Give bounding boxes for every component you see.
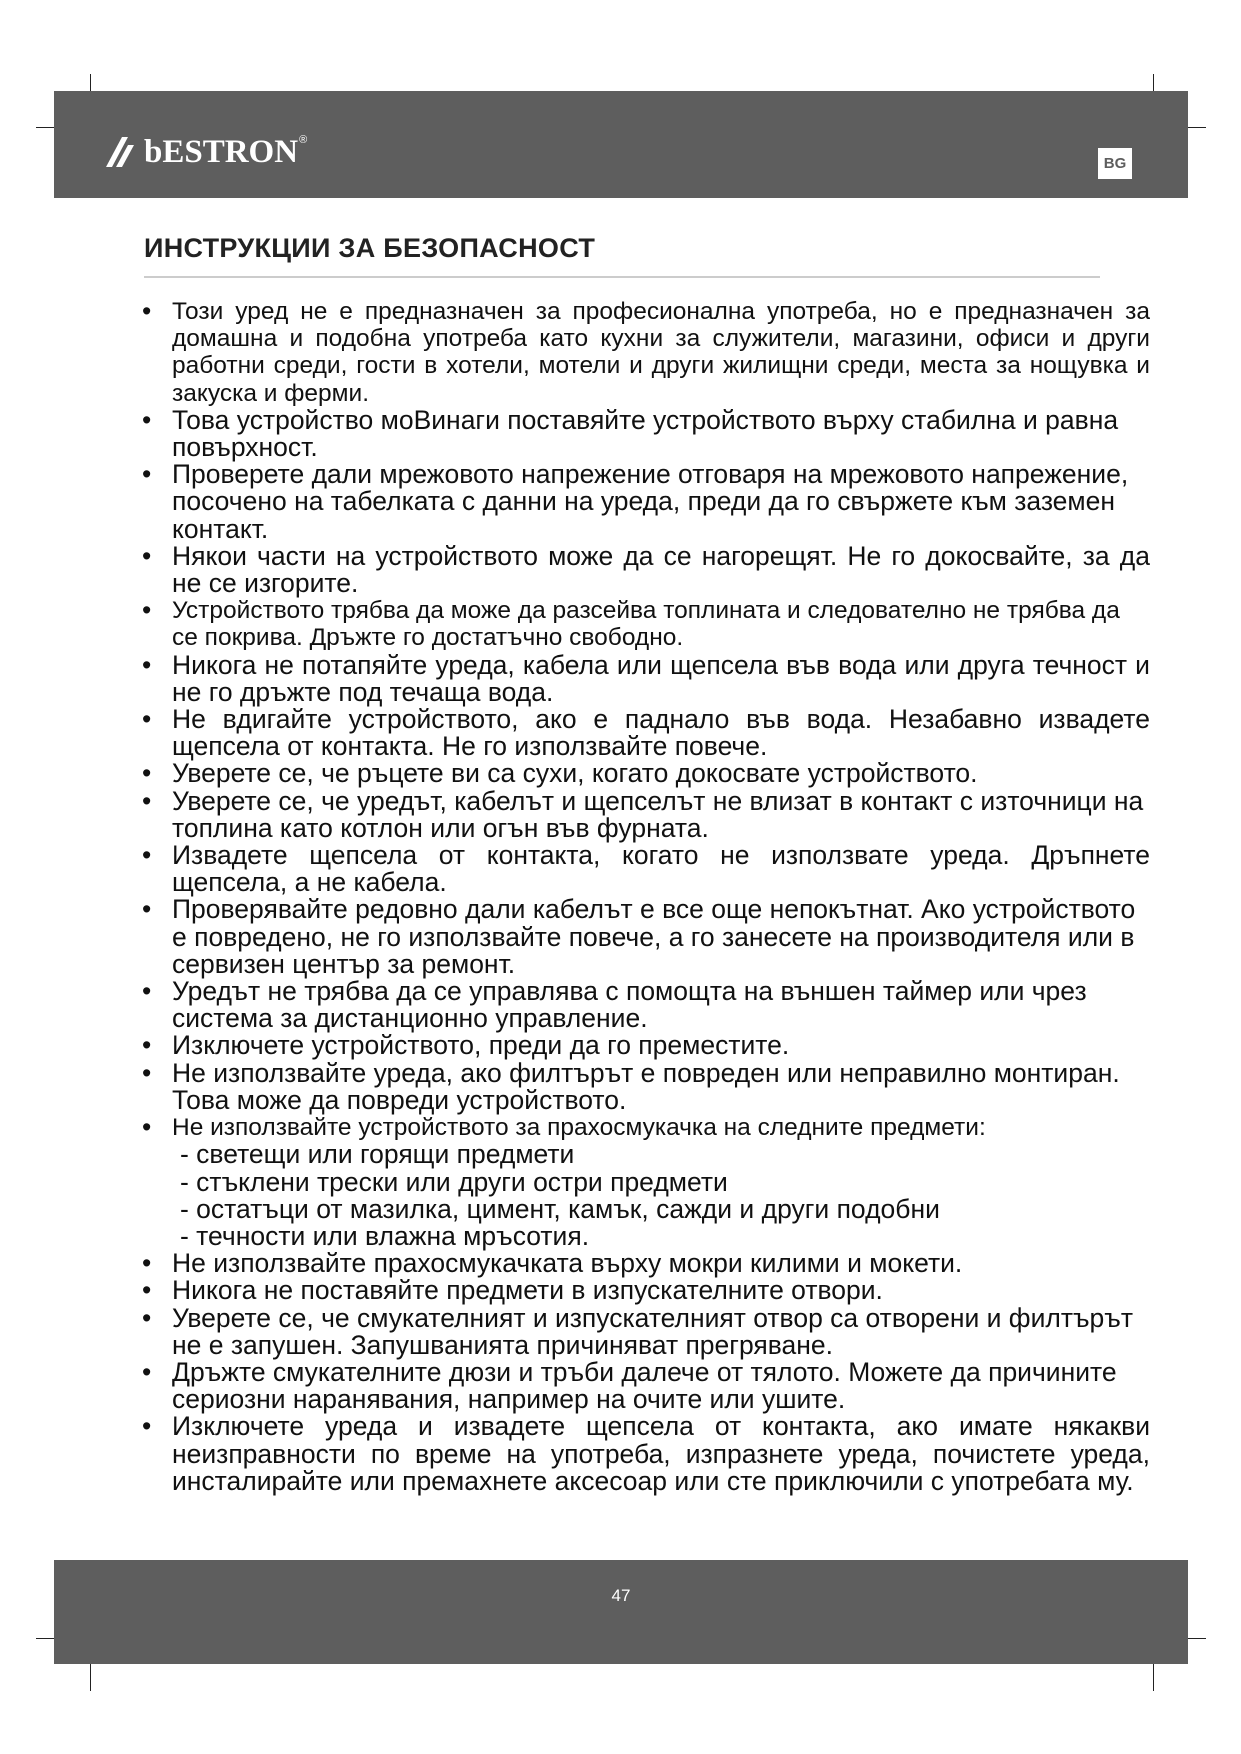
bullet: • — [142, 649, 152, 680]
bullet: • — [142, 1302, 152, 1333]
bullet: • — [142, 894, 152, 925]
safety-instructions-list — [140, 298, 1150, 1495]
bullet: • — [142, 1112, 152, 1143]
sub-list-item: - стъклени трески или други остри предмети — [180, 1166, 728, 1197]
list-item: • Изключете уреда и извадете щепсела от контакта, ако имате някакви неизправности по време на употреба, изпразнете уреда, почистете уреда, инсталирайте или премахнете аксесоар или сте приключили с употребата му. — [142, 1411, 1150, 1496]
bullet: • — [142, 758, 152, 789]
language-badge: BG — [1098, 148, 1132, 179]
list-item: • Уверете се, че ръцете ви са сухи, когато докосвате устройството. — [142, 758, 978, 789]
brand-logo — [104, 133, 307, 171]
page-title: ИНСТРУКЦИИ ЗА БЕЗОПАСНОСТ — [144, 233, 596, 263]
bullet: • — [142, 976, 152, 1007]
list-item: • Уредът не трябва да се управлява с помощта на външен таймер или чрез система за дистанционно управление. — [142, 976, 1087, 1034]
list-item: • Не вдигайте устройството, ако е паднало във вода. Незабавно извадете щепсела от контакта. Не го използвайте повече. — [142, 704, 1150, 762]
brand-chevron-icon — [104, 133, 136, 171]
bullet: • — [142, 1275, 152, 1306]
list-item: • Не използвайте прахосмукачката върху мокри килими и мокети. — [142, 1248, 963, 1279]
list-item: • Устройството трябва да може да разсейва топлината и следователно не трябва да се покрива. Дръжте го достатъчно свободно. — [142, 595, 1120, 652]
list-item: • Проверявайте редовно дали кабелът е все още непокътнат. Ако устройството е повредено, не го използвайте повече, а го занесете на производителя или в сервизен център за ремонт. — [142, 894, 1136, 979]
list-item: • Някои части на устройството може да се нагорещят. Не го докосвайте, за да не се изгорите. — [142, 540, 1150, 599]
header-band — [54, 91, 1188, 198]
brand-wordmark: bESTRON — [144, 133, 299, 170]
bullet: • — [142, 595, 152, 626]
bullet: • — [142, 1057, 152, 1088]
page-number: 47 — [611, 1586, 631, 1605]
list-item: • Извадете щепсела от контакта, когато не използвате уреда. Дръпнете щепсела, а не кабела. — [142, 840, 1150, 898]
list-item: • Уверете се, че уредът, кабелът и щепселът не влизат в контакт с източници на топлина като котлон или огън във фурната. — [142, 785, 1144, 843]
bullet: • — [142, 1411, 152, 1442]
bullet: • — [142, 540, 152, 571]
sub-list-item: - течности или влажна мръсотия. — [180, 1220, 590, 1251]
bullet: • — [142, 840, 152, 871]
bullet: • — [142, 1248, 152, 1279]
list-item: • Уверете се, че смукателният и изпускателният отвор са отворени и филтърът не е запушен. Запушванията причиняват прегряване. — [142, 1302, 1133, 1360]
list-item: • Дръжте смукателните дюзи и тръби далече от тялото. Можете да причините сериозни наранявания, например на очите или ушите. — [142, 1356, 1117, 1415]
list-item: • Това устройство моВинаги поставяйте устройството върху стабилна и равна повърхност. — [142, 404, 1119, 463]
list-item: • Никога не поставяйте предмети в изпускателните отвори. — [142, 1275, 883, 1306]
list-item: • Не използвайте устройството за прахосмукачка на следните предмети: - светещи или горящи предмети - стъклени трески или други остри предмети - остатъци от мазилка, цимент, камък, сажди и други подобни - течности или влажна мръсотия. — [140, 1114, 1150, 1250]
title-divider — [144, 276, 1100, 278]
bullet: • — [142, 1030, 152, 1061]
bullet: • — [142, 459, 152, 490]
bullet: • — [142, 785, 152, 816]
list-item: • Проверете дали мрежовото напрежение отговаря на мрежовото напрежение, посочено на табелката с данни на уреда, преди да го свържете към заземен контакт. — [142, 459, 1129, 544]
list-item: • Този уред не е предназначен за професионална употреба, но е предназначен за домашна и подобна употреба като кухни за служители, магазини, офиси и други работни среди, гости в хотели, мотели и други жилищни среди, места за нощувка и закуска и ферми. — [142, 296, 1150, 407]
bullet: • — [142, 404, 152, 435]
list-item: • Никога не потапяйте уреда, кабела или щепсела във вода или друга течност и не го дръжте под течаща вода. — [142, 649, 1150, 707]
footer-band — [54, 1560, 1188, 1664]
sub-list-item: - остатъци от мазилка, цимент, камък, сажди и други подобни — [180, 1193, 940, 1224]
registered-mark: ® — [299, 134, 308, 146]
list-item: • Изключете устройството, преди да го преместите. — [142, 1030, 790, 1061]
bullet: • — [142, 296, 152, 326]
list-item: • Не използвайте уреда, ако филтърът е повреден или неправилно монтиран. Това може да повреди устройството. — [142, 1057, 1120, 1115]
sub-list-item: - светещи или горящи предмети — [180, 1139, 575, 1170]
bullet: • — [142, 704, 152, 735]
bullet: • — [142, 1356, 152, 1387]
